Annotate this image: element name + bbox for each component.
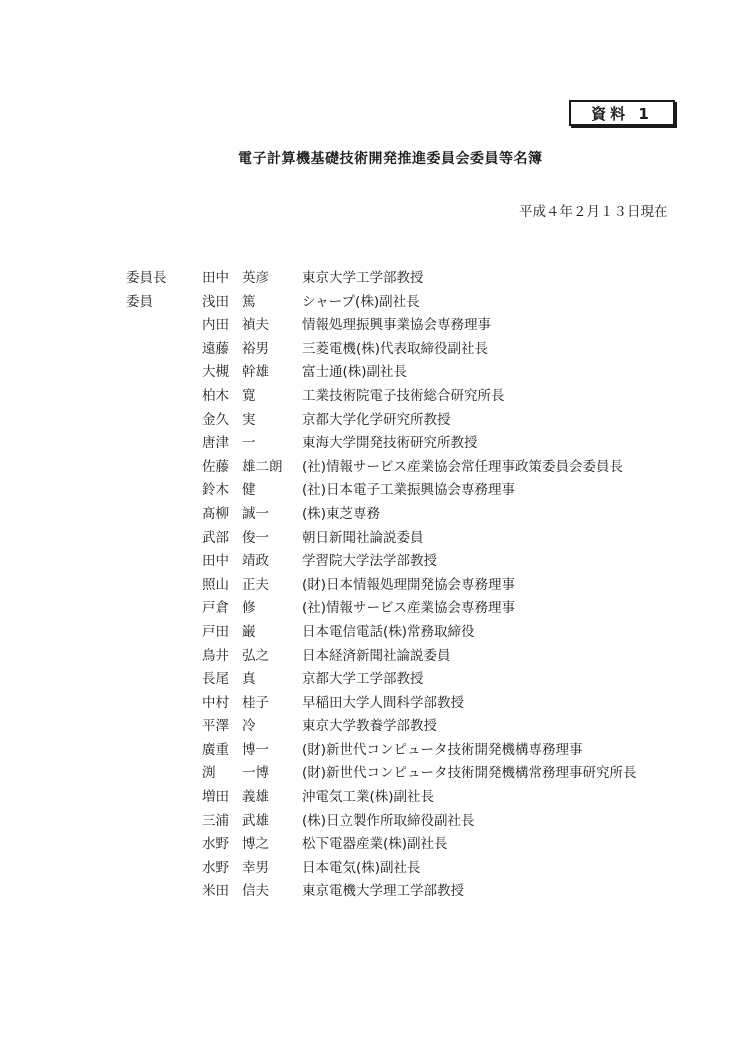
member-given-name: 一博: [242, 765, 269, 782]
member-role: [126, 597, 202, 621]
member-given-name: 英彦: [242, 270, 269, 286]
member-affiliation: 沖電気工業(株)副社長: [302, 789, 435, 806]
member-role: [126, 645, 202, 669]
member-role: [126, 456, 202, 480]
member-surname: 水野: [202, 859, 229, 876]
member-row: [126, 361, 637, 385]
member-surname: 遠藤: [202, 340, 229, 357]
member-affiliation: (財)新世代コンピュータ技術開発機構常務理事研究所長: [302, 765, 637, 782]
member-row: [126, 833, 637, 857]
member-affiliation: 三菱電機(株)代表取締役副社長: [302, 340, 489, 357]
member-role: [126, 668, 202, 692]
member-surname: 戸倉: [202, 600, 229, 617]
member-affiliation: 学習院大学法学部教授: [302, 553, 437, 570]
member-affiliation: 松下電器産業(株)副社長: [302, 836, 448, 853]
member-surname: 平澤: [202, 718, 229, 735]
member-row: [126, 550, 637, 574]
member-affiliation: 東海大学開発技術研究所教授: [302, 435, 478, 452]
member-role: 委員: [126, 293, 153, 310]
member-given-name: 弘之: [242, 647, 269, 664]
member-affiliation: 工業技術院電子技術総合研究所長: [302, 387, 505, 404]
member-surname: 金久: [202, 411, 229, 428]
member-surname: 米田: [202, 883, 229, 900]
member-row: [126, 810, 637, 834]
member-affiliation: 早稲田大学人間科学部教授: [302, 694, 464, 711]
member-surname: 中村: [202, 694, 229, 711]
member-affiliation: (株)東芝専務: [302, 505, 381, 522]
member-given-name: 靖政: [242, 553, 269, 570]
member-affiliation: 東京電機大学理工学部教授: [302, 883, 464, 900]
member-surname: 田中: [202, 270, 229, 286]
member-given-name: 誠一: [242, 505, 269, 522]
member-row: [126, 432, 637, 456]
member-surname: 佐藤: [202, 458, 229, 475]
member-role: [126, 385, 202, 409]
member-role: [126, 621, 202, 645]
member-affiliation: 富士通(株)副社長: [302, 364, 408, 381]
member-given-name: 幹雄: [242, 364, 269, 381]
member-row: [126, 385, 637, 409]
member-affiliation: (社)情報サービス産業協会専務理事: [302, 600, 516, 617]
member-role: [126, 314, 202, 338]
member-role: [126, 762, 202, 786]
member-given-name: 篤: [242, 293, 256, 310]
member-row: [126, 479, 637, 503]
member-row: [126, 857, 637, 881]
member-affiliation: 東京大学工学部教授: [302, 270, 424, 286]
member-given-name: 正夫: [242, 576, 269, 593]
member-surname: 長尾: [202, 671, 229, 688]
member-role: [126, 880, 202, 904]
member-surname: 田中: [202, 553, 229, 570]
member-given-name: 幸男: [242, 859, 269, 876]
member-row: [126, 267, 637, 291]
document-title: 電子計算機基礎技術開発推進委員会委員等名簿: [238, 151, 543, 167]
member-row: [126, 314, 637, 338]
member-role: [126, 833, 202, 857]
member-role: [126, 550, 202, 574]
member-surname: 三浦: [202, 812, 229, 829]
member-role: [126, 786, 202, 810]
member-affiliation: 京都大学工学部教授: [302, 671, 424, 688]
member-role: [126, 810, 202, 834]
member-surname: 水野: [202, 836, 229, 853]
member-given-name: 寛: [242, 387, 256, 404]
member-role: [126, 338, 202, 362]
member-surname: 鈴木: [202, 482, 229, 499]
member-affiliation: 東京大学教養学部教授: [302, 718, 437, 735]
member-affiliation: (社)日本電子工業振興協会専務理事: [302, 482, 516, 499]
member-given-name: 俊一: [242, 529, 269, 546]
member-given-name: 修: [242, 600, 256, 617]
member-row: [126, 645, 637, 669]
member-row: [126, 692, 637, 716]
member-affiliation: 日本経済新聞社論説委員: [302, 647, 451, 664]
member-surname: 鳥井: [202, 647, 229, 664]
member-affiliation: (財)日本情報処理開発協会専務理事: [302, 576, 516, 593]
member-role: [126, 361, 202, 385]
member-row: [126, 456, 637, 480]
member-row: [126, 739, 637, 763]
document-label: 資料 1: [569, 100, 675, 126]
member-affiliation: (株)日立製作所取締役副社長: [302, 812, 475, 829]
member-affiliation: 朝日新聞社論説委員: [302, 529, 424, 546]
member-role: [126, 503, 202, 527]
member-row: [126, 574, 637, 598]
member-roster: [126, 267, 637, 904]
member-surname: 内田: [202, 317, 229, 334]
member-given-name: 健: [242, 482, 256, 499]
member-affiliation: 日本電気(株)副社長: [302, 859, 421, 876]
member-surname: 柏木: [202, 387, 229, 404]
member-row: [126, 338, 637, 362]
member-row: [126, 621, 637, 645]
member-given-name: 桂子: [242, 694, 269, 711]
member-role: [126, 692, 202, 716]
member-row: [126, 762, 637, 786]
member-surname: 大槻: [202, 364, 229, 381]
member-surname: 髙柳: [202, 505, 229, 522]
member-surname: 照山: [202, 576, 229, 593]
member-given-name: 信夫: [242, 883, 269, 900]
member-role: [126, 409, 202, 433]
member-given-name: 一: [242, 435, 256, 452]
member-given-name: 巌: [242, 623, 256, 640]
member-role: [126, 479, 202, 503]
member-surname: 浅田: [202, 293, 229, 310]
member-given-name: 博之: [242, 836, 269, 853]
member-role: [126, 739, 202, 763]
member-affiliation: 京都大学化学研究所教授: [302, 411, 451, 428]
member-given-name: 冷: [242, 718, 256, 735]
member-row: [126, 597, 637, 621]
member-row: [126, 880, 637, 904]
member-given-name: 真: [242, 671, 256, 688]
member-surname: 廣重: [202, 741, 229, 758]
member-affiliation: (社)情報サービス産業協会常任理事政策委員会委員長: [302, 458, 624, 475]
member-role: [126, 715, 202, 739]
member-role: [126, 432, 202, 456]
member-surname: 渕: [202, 765, 216, 782]
member-row: [126, 715, 637, 739]
member-given-name: 実: [242, 411, 256, 428]
member-role: [126, 527, 202, 551]
member-row: [126, 668, 637, 692]
member-row: [126, 527, 637, 551]
member-surname: 唐津: [202, 435, 229, 452]
member-affiliation: (財)新世代コンピュータ技術開発機構専務理事: [302, 741, 583, 758]
member-given-name: 武雄: [242, 812, 269, 829]
document-date: 平成４年２月１３日現在: [519, 204, 668, 220]
member-role: 委員長: [126, 270, 167, 286]
member-given-name: 裕男: [242, 340, 269, 357]
member-given-name: 禎夫: [242, 317, 269, 334]
member-row: [126, 786, 637, 810]
member-given-name: 雄二朗: [242, 458, 283, 475]
member-affiliation: 情報処理振興事業協会専務理事: [302, 317, 491, 334]
member-role: [126, 574, 202, 598]
member-row: [126, 409, 637, 433]
member-surname: 増田: [202, 789, 229, 806]
member-surname: 戸田: [202, 623, 229, 640]
member-row: [126, 503, 637, 527]
member-given-name: 博一: [242, 741, 269, 758]
member-surname: 武部: [202, 529, 229, 546]
member-role: [126, 857, 202, 881]
member-given-name: 義雄: [242, 789, 269, 806]
member-affiliation: シャープ(株)副社長: [302, 293, 420, 310]
member-row: [126, 291, 637, 315]
member-affiliation: 日本電信電話(株)常務取締役: [302, 623, 475, 640]
